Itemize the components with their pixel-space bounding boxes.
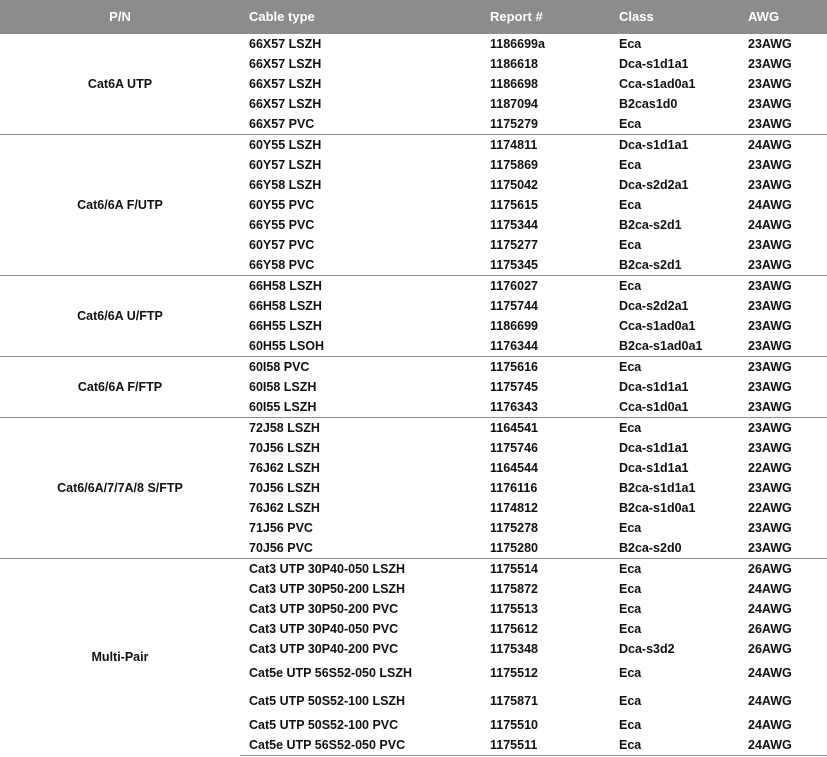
header-pn: P/N xyxy=(109,8,131,24)
class-cell: Eca xyxy=(610,356,739,377)
report-cell: 1186699 xyxy=(490,318,538,333)
class-cell: B2cas1d0 xyxy=(619,96,678,111)
class-cell: B2ca-s2d1 xyxy=(619,217,682,232)
report-cell: 1175278 xyxy=(490,520,538,535)
cable-type-cell: 66Y55 PVC xyxy=(249,217,315,232)
awg-cell: 24AWG xyxy=(739,134,827,155)
header-row xyxy=(0,0,827,33)
report-cell: 1174812 xyxy=(490,500,538,515)
report-cell: 1164544 xyxy=(490,460,538,475)
report-cell: 1175277 xyxy=(490,237,538,252)
pn-cell: Multi-Pair xyxy=(0,558,240,755)
report-cell: 1175514 xyxy=(481,558,610,579)
header-cable-type: Cable type xyxy=(249,8,315,24)
awg-cell: 23AWG xyxy=(748,338,792,353)
pn-cell: Cat6/6A F/UTP xyxy=(0,134,240,275)
table-row xyxy=(0,558,827,579)
awg-cell: 24AWG xyxy=(748,693,792,708)
cable-type-cell: 72J58 LSZH xyxy=(240,417,481,438)
class-cell: B2ca-s1d0a1 xyxy=(619,500,696,515)
table-row xyxy=(0,356,827,377)
awg-cell: 24AWG xyxy=(748,197,792,212)
cable-type-cell: Cat5e UTP 56S52-050 LSZH xyxy=(249,665,413,680)
report-cell: 1174811 xyxy=(481,134,610,155)
class-cell: Dca-s2d2a1 xyxy=(619,177,689,192)
report-cell: 1187094 xyxy=(490,96,538,111)
awg-cell: 23AWG xyxy=(748,540,792,555)
report-cell: 1175745 xyxy=(490,379,538,394)
header-awg: AWG xyxy=(748,8,780,24)
report-cell: 1175872 xyxy=(490,581,538,596)
cable-type-cell: 60Y55 PVC xyxy=(249,197,315,212)
report-cell: 1175869 xyxy=(490,157,538,172)
cable-type-cell: Cat3 UTP 30P40-200 PVC xyxy=(249,641,399,656)
class-cell: Eca xyxy=(610,275,739,296)
awg-cell: 23AWG xyxy=(748,399,792,414)
header-report: Report # xyxy=(490,8,543,24)
class-cell: Eca xyxy=(619,581,642,596)
class-cell: Dca-s1d1a1 xyxy=(619,56,689,71)
pn-cell: Cat6A UTP xyxy=(0,33,240,134)
report-cell: 1186618 xyxy=(490,56,538,71)
class-cell: Eca xyxy=(619,621,642,636)
report-cell: 1175612 xyxy=(490,621,538,636)
awg-cell: 26AWG xyxy=(748,641,792,656)
awg-cell: 23AWG xyxy=(739,275,827,296)
report-cell: 1175344 xyxy=(490,217,538,232)
cable-type-cell: 66X57 PVC xyxy=(249,116,315,131)
report-cell: 1175510 xyxy=(490,717,538,732)
class-cell: Dca-s1d1a1 xyxy=(619,440,689,455)
class-cell: Eca xyxy=(619,157,642,172)
report-cell: 1175616 xyxy=(481,356,610,377)
cable-type-cell: Cat3 UTP 30P40-050 LSZH xyxy=(240,558,481,579)
class-cell: Eca xyxy=(619,601,642,616)
cable-type-cell: 60Y55 LSZH xyxy=(240,134,481,155)
cable-type-cell: 66X57 LSZH xyxy=(249,76,322,91)
report-cell: 1186699a xyxy=(481,33,610,54)
report-cell: 1176027 xyxy=(481,275,610,296)
awg-cell: 22AWG xyxy=(748,500,792,515)
awg-cell: 23AWG xyxy=(748,157,792,172)
report-cell: 1175512 xyxy=(490,665,538,680)
header-class: Class xyxy=(619,8,654,24)
awg-cell: 23AWG xyxy=(748,237,792,252)
class-cell: Dca-s1d1a1 xyxy=(619,379,689,394)
table-body xyxy=(0,33,827,755)
report-cell: 1175615 xyxy=(490,197,538,212)
cable-type-cell: 71J56 PVC xyxy=(249,520,313,535)
awg-cell: 23AWG xyxy=(739,33,827,54)
cable-type-cell: 70J56 PVC xyxy=(249,540,313,555)
awg-cell: 23AWG xyxy=(748,520,792,535)
class-cell: B2ca-s1d1a1 xyxy=(619,480,696,495)
cable-type-cell: 66X57 LSZH xyxy=(249,96,322,111)
awg-cell: 24AWG xyxy=(748,581,792,596)
cable-type-cell: 66X57 LSZH xyxy=(249,56,322,71)
awg-cell: 23AWG xyxy=(748,480,792,495)
cable-type-cell: Cat5 UTP 50S52-100 LSZH xyxy=(249,693,406,708)
report-cell: 1175746 xyxy=(490,440,538,455)
report-cell: 1164541 xyxy=(481,417,610,438)
class-cell: B2ca-s2d1 xyxy=(619,257,682,272)
awg-cell: 23AWG xyxy=(748,318,792,333)
cable-type-cell: 66Y58 PVC xyxy=(249,257,315,272)
awg-cell: 23AWG xyxy=(748,177,792,192)
class-cell: Dca-s1d1a1 xyxy=(619,460,689,475)
class-cell: Cca-s1d0a1 xyxy=(619,399,689,414)
awg-cell: 24AWG xyxy=(748,217,792,232)
awg-cell: 24AWG xyxy=(739,735,827,756)
cable-type-cell: Cat5 UTP 50S52-100 PVC xyxy=(249,717,399,732)
class-cell: Eca xyxy=(619,237,642,252)
pn-cell: Cat6/6A/7/7A/8 S/FTP xyxy=(0,417,240,558)
awg-cell: 23AWG xyxy=(748,116,792,131)
cable-type-cell: Cat3 UTP 30P50-200 LSZH xyxy=(249,581,406,596)
report-cell: 1175279 xyxy=(490,116,538,131)
cable-type-cell: Cat5e UTP 56S52-050 PVC xyxy=(240,735,481,756)
cable-type-cell: 76J62 LSZH xyxy=(249,500,320,515)
cable-type-cell: 66X57 LSZH xyxy=(240,33,481,54)
report-cell: 1176344 xyxy=(490,338,538,353)
awg-cell: 22AWG xyxy=(748,460,792,475)
table-row xyxy=(0,33,827,54)
cable-type-cell: 70J56 LSZH xyxy=(249,440,320,455)
cable-type-cell: 66H55 LSZH xyxy=(249,318,322,333)
cable-type-cell: 60I55 LSZH xyxy=(249,399,317,414)
cable-type-cell: 60Y57 PVC xyxy=(249,237,315,252)
class-cell: Eca xyxy=(619,197,642,212)
class-cell: Cca-s1ad0a1 xyxy=(619,318,696,333)
report-cell: 1175513 xyxy=(490,601,538,616)
cable-type-cell: Cat3 UTP 30P40-050 PVC xyxy=(249,621,399,636)
class-cell: B2ca-s1ad0a1 xyxy=(619,338,703,353)
awg-cell: 24AWG xyxy=(748,601,792,616)
awg-cell: 23AWG xyxy=(748,298,792,313)
table-row xyxy=(0,417,827,438)
class-cell: Eca xyxy=(610,558,739,579)
class-cell: Eca xyxy=(619,717,642,732)
pn-cell: Cat6/6A U/FTP xyxy=(0,275,240,356)
cable-type-cell: 60I58 PVC xyxy=(240,356,481,377)
awg-cell: 26AWG xyxy=(739,558,827,579)
cable-type-cell: 66Y58 LSZH xyxy=(249,177,322,192)
class-cell: Eca xyxy=(619,693,642,708)
class-cell: Eca xyxy=(619,520,642,535)
report-cell: 1175280 xyxy=(490,540,538,555)
cable-type-cell: 60H55 LSOH xyxy=(249,338,325,353)
class-cell: Dca-s1d1a1 xyxy=(610,134,739,155)
table-header xyxy=(0,0,827,33)
report-cell: 1175511 xyxy=(481,735,610,756)
cable-type-cell: 70J56 LSZH xyxy=(249,480,320,495)
cable-type-cell: 60I58 LSZH xyxy=(249,379,317,394)
awg-cell: 23AWG xyxy=(739,356,827,377)
awg-cell: 23AWG xyxy=(748,96,792,111)
cable-type-cell: 60Y57 LSZH xyxy=(249,157,322,172)
class-cell: Eca xyxy=(619,665,642,680)
class-cell: Cca-s1ad0a1 xyxy=(619,76,696,91)
awg-cell: 26AWG xyxy=(748,621,792,636)
report-cell: 1175744 xyxy=(490,298,538,313)
report-cell: 1176343 xyxy=(490,399,538,414)
class-cell: Eca xyxy=(610,33,739,54)
class-cell: B2ca-s2d0 xyxy=(619,540,682,555)
awg-cell: 23AWG xyxy=(748,76,792,91)
report-cell: 1175345 xyxy=(490,257,538,272)
class-cell: Eca xyxy=(610,417,739,438)
report-cell: 1175042 xyxy=(490,177,538,192)
report-cell: 1175871 xyxy=(490,693,538,708)
cable-type-cell: 76J62 LSZH xyxy=(249,460,320,475)
awg-cell: 24AWG xyxy=(748,665,792,680)
awg-cell: 23AWG xyxy=(748,379,792,394)
awg-cell: 23AWG xyxy=(748,257,792,272)
cable-type-cell: 66H58 LSZH xyxy=(249,298,322,313)
pn-cell: Cat6/6A F/FTP xyxy=(0,356,240,417)
table-row xyxy=(0,134,827,155)
class-cell: Dca-s2d2a1 xyxy=(619,298,689,313)
awg-cell: 23AWG xyxy=(748,56,792,71)
awg-cell: 23AWG xyxy=(739,417,827,438)
report-cell: 1175348 xyxy=(490,641,538,656)
awg-cell: 23AWG xyxy=(748,440,792,455)
report-cell: 1176116 xyxy=(490,480,538,495)
cable-type-cell: 66H58 LSZH xyxy=(240,275,481,296)
class-cell: Eca xyxy=(619,116,642,131)
class-cell: Dca-s3d2 xyxy=(619,641,675,656)
cable-type-cell: Cat3 UTP 30P50-200 PVC xyxy=(249,601,399,616)
report-cell: 1186698 xyxy=(490,76,538,91)
class-cell: Eca xyxy=(610,735,739,756)
table-row xyxy=(0,275,827,296)
awg-cell: 24AWG xyxy=(748,717,792,732)
